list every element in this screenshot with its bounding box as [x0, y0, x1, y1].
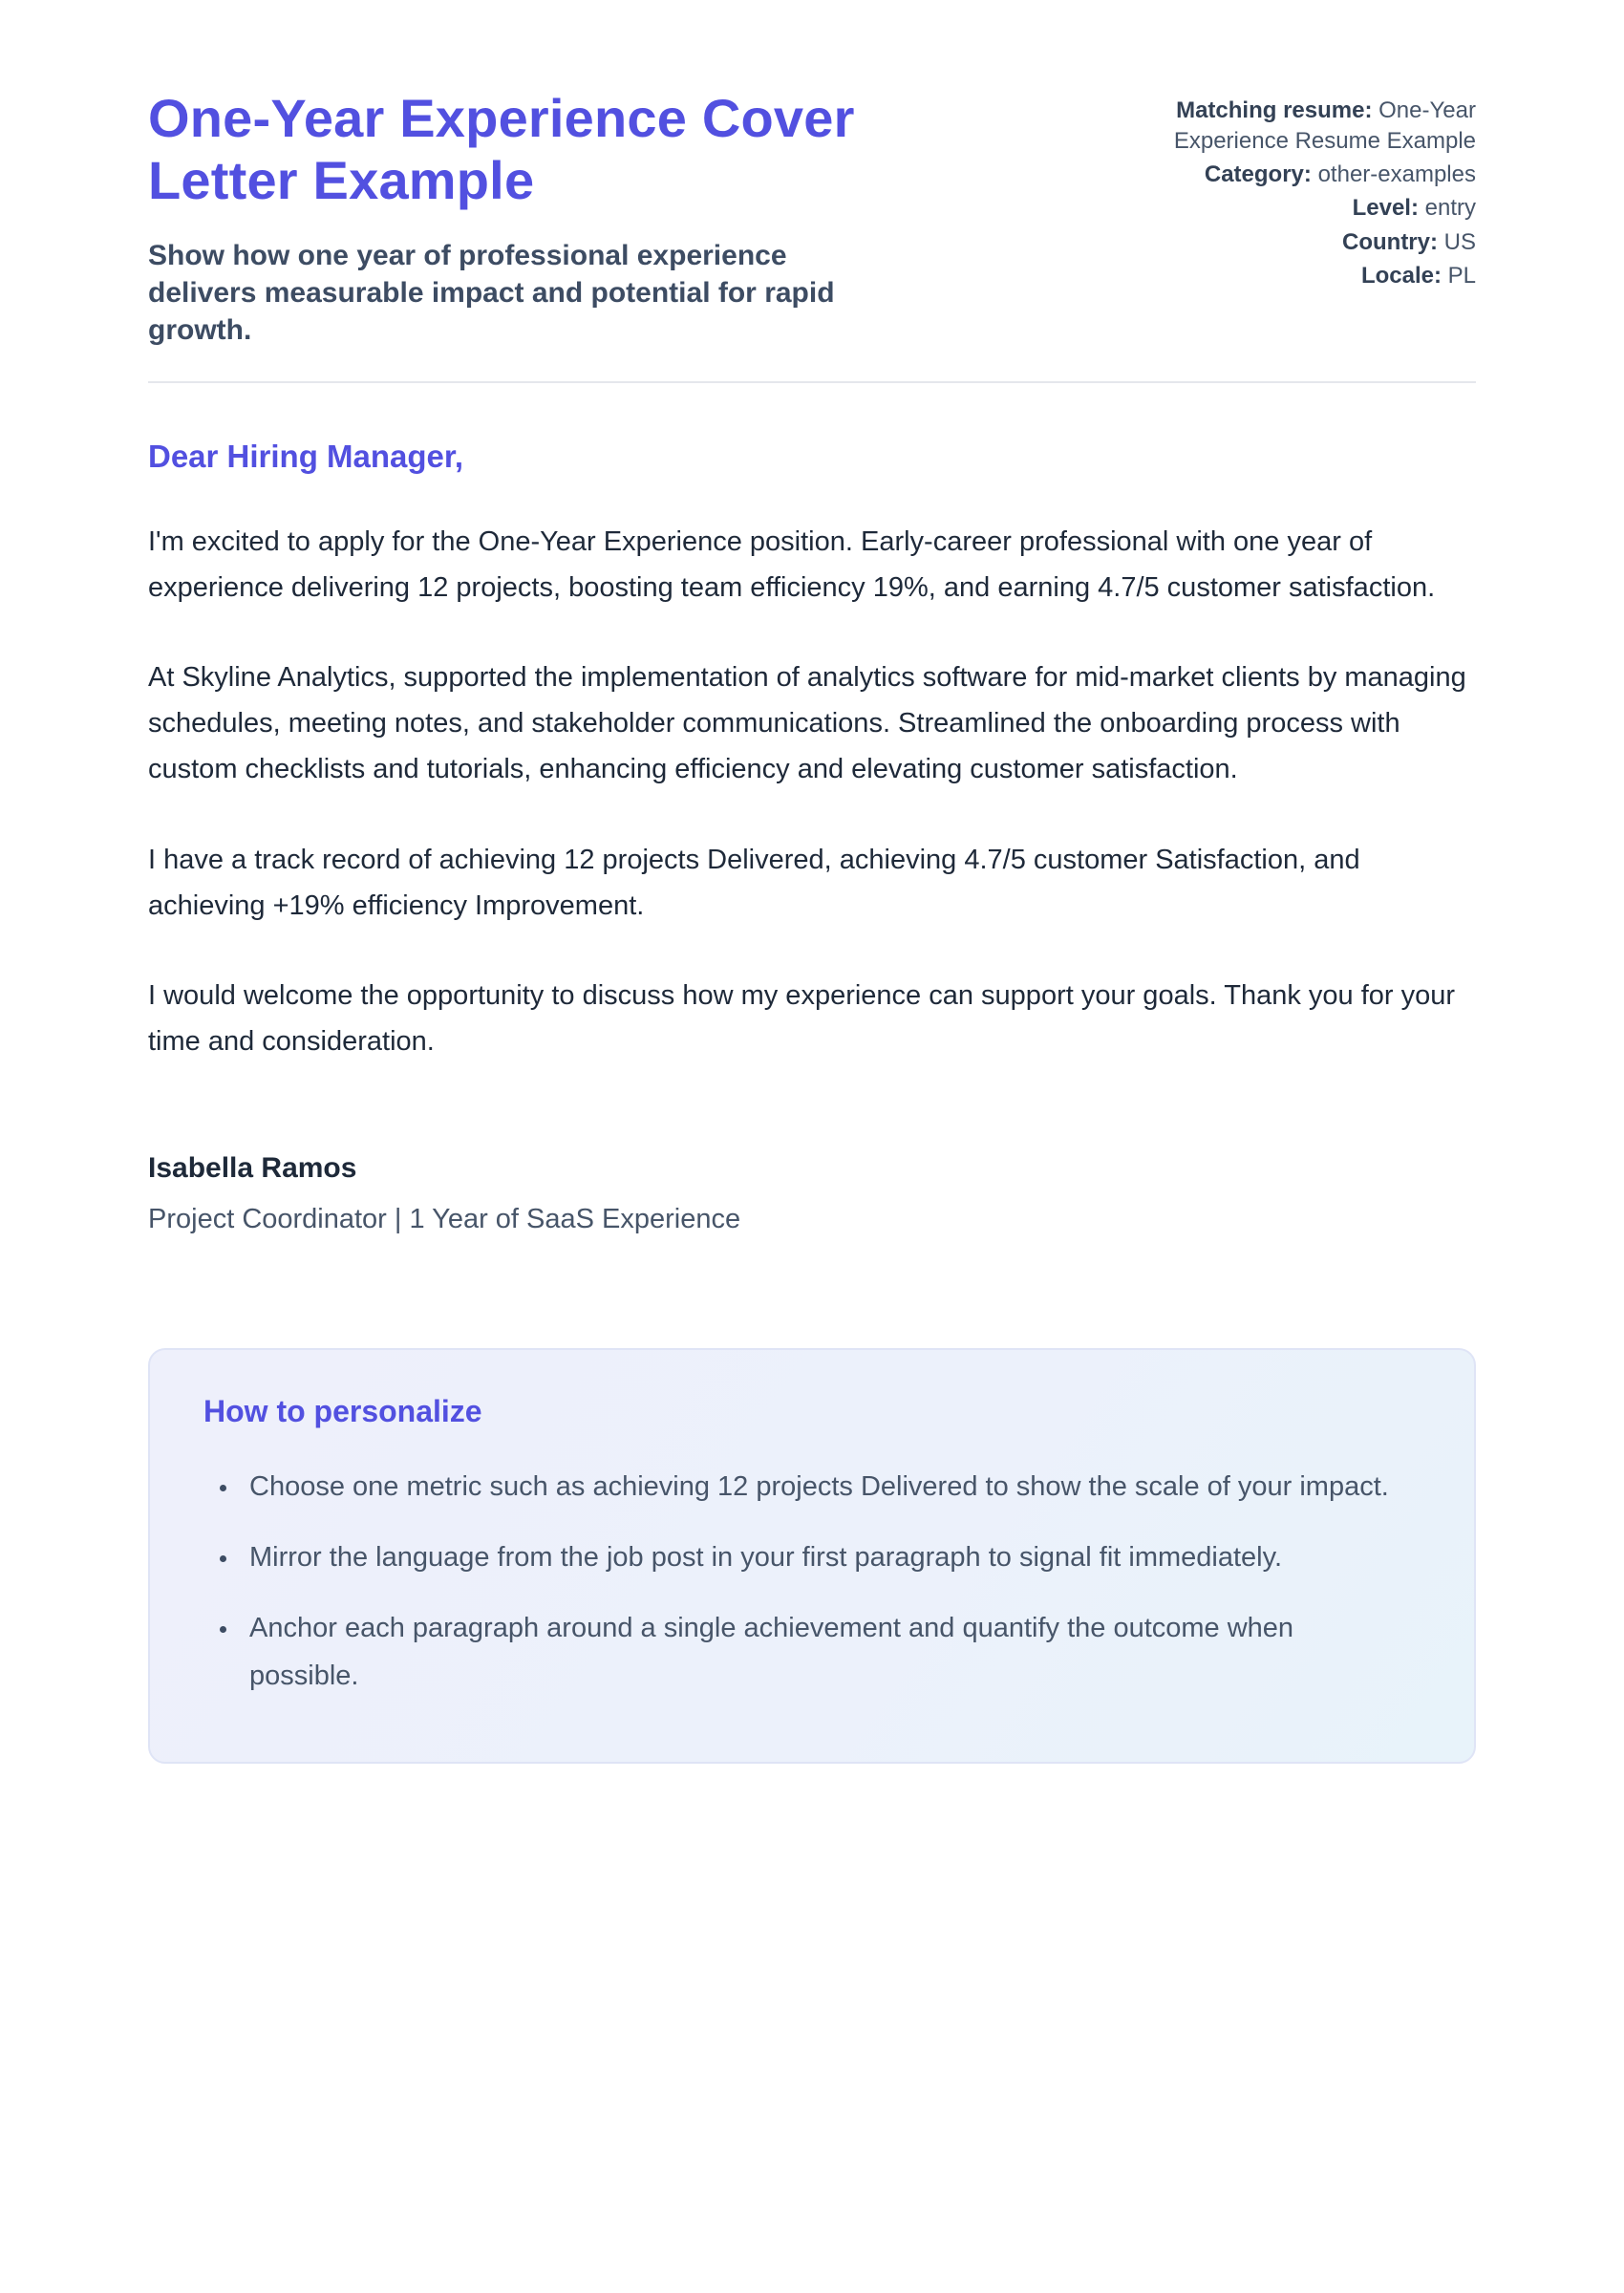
letter-body	[148, 439, 1476, 1235]
header-divider	[148, 381, 1476, 383]
header-title-block	[148, 88, 989, 349]
personalize-bullet: • Choose one metric such as achieving 12 projects Delivered to show the scale of your impact.	[240, 1464, 1405, 1511]
meta-label: Country:	[1342, 228, 1438, 255]
meta-value: US	[1443, 228, 1476, 255]
letter-paragraph: At Skyline Analytics, supported the implementation of analytics software for mid-market clients by managing schedules, meeting notes, and stakeholder communications. Streamlined the onboarding process with custom checklists and tutorials, enhancing efficiency and elevating customer satisfaction.	[148, 662, 1466, 785]
page-title: One-Year Experience Cover Letter Example	[148, 88, 855, 210]
meta-locale	[1156, 261, 1476, 291]
page-subtitle: Show how one year of professional experience delivers measurable impact and potential for rapid growth.	[148, 239, 835, 346]
meta-value: entry	[1424, 195, 1476, 222]
personalize-list	[203, 1464, 1421, 1701]
letter-paragraph: I have a track record of achieving 12 projects Delivered, achieving 4.7/5 customer Satisfaction, and achieving +19% efficiency Improvement.	[148, 844, 1360, 921]
meta-value: other-examples	[1317, 161, 1476, 188]
document-meta	[1156, 88, 1476, 294]
how-to-personalize-box	[148, 1348, 1476, 1764]
meta-label: Locale:	[1360, 262, 1442, 289]
personalize-bullet: • Anchor each paragraph around a single achievement and quantify the outcome when possible.	[240, 1605, 1405, 1701]
meta-country	[1156, 227, 1476, 258]
letter-salutation: Dear Hiring Manager,	[148, 438, 464, 474]
meta-category	[1156, 160, 1476, 190]
letter-signature	[148, 1152, 1476, 1235]
letter-paragraph: I'm excited to apply for the One-Year Experience position. Early-career professional with one year of experience delivering 12 projects, boosting team efficiency 19%, and earning 4.7/5 customer satisfaction.	[148, 525, 1436, 604]
meta-value: One-Year Experience Resume Example	[1173, 97, 1476, 155]
meta-label: Level:	[1352, 195, 1419, 222]
signature-role: Project Coordinator | 1 Year of SaaS Experience	[148, 1204, 741, 1235]
meta-level	[1156, 193, 1476, 224]
page-header	[148, 88, 1476, 349]
meta-value: PL	[1447, 262, 1476, 289]
meta-label: Category:	[1204, 161, 1312, 188]
meta-label: Matching resume:	[1176, 97, 1373, 123]
letter-paragraph: I would welcome the opportunity to discuss how my experience can support your goals. Thank you for your time and consideration.	[148, 979, 1456, 1057]
personalize-heading: How to personalize	[203, 1394, 482, 1429]
personalize-bullet: • Mirror the language from the job post in your first paragraph to signal fit immediately.	[240, 1534, 1405, 1582]
signature-name: Isabella Ramos	[148, 1152, 357, 1185]
meta-matching-resume	[1156, 96, 1476, 157]
